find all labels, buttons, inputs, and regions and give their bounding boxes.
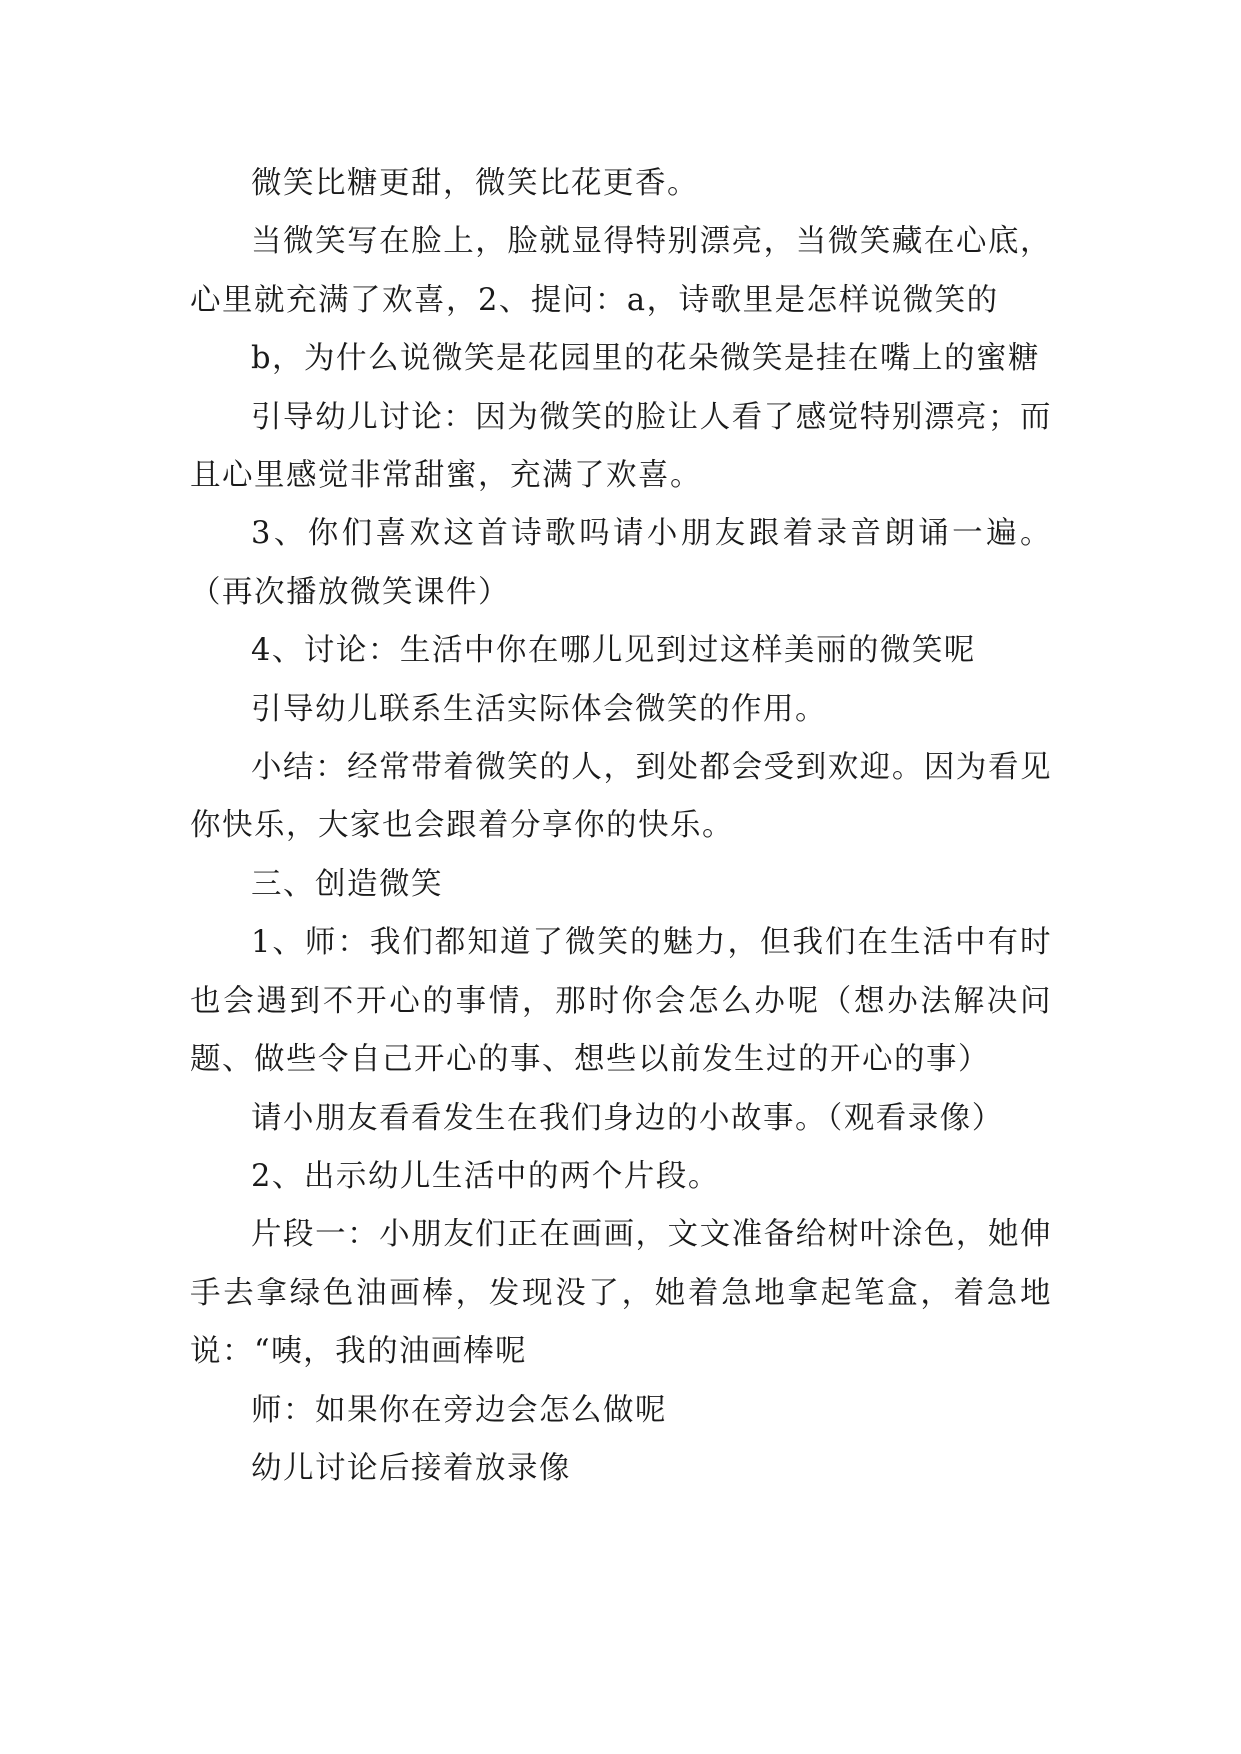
document-body	[190, 155, 1052, 1498]
paragraph: 请小朋友看看发生在我们身边的小故事。（观看录像）	[251, 1100, 1004, 1136]
paragraph: b，为什么说微笑是花园里的花朵微笑是挂在嘴上的蜜糖	[251, 341, 1041, 377]
paragraph: 片段一：小朋友们正在画画，文文准备给树叶涂色，她伸手去拿绿色油画棒，发现没了，她着急地拿起笔盒，着急地说：“咦，我的油画棒呢	[190, 1217, 1052, 1370]
paragraph: 3、你们喜欢这首诗歌吗请小朋友跟着录音朗诵一遍。（再次播放微笑课件）	[190, 516, 1052, 610]
paragraph: 引导幼儿联系生活实际体会微笑的作用。	[251, 691, 827, 727]
paragraph: 小结：经常带着微笑的人，到处都会受到欢迎。因为看见你快乐，大家也会跟着分享你的快乐。	[190, 750, 1052, 844]
paragraph: 1、师：我们都知道了微笑的魅力，但我们在生活中有时也会遇到不开心的事情，那时你会怎么办呢（想办法解决问题、做些令自己开心的事、想些以前发生过的开心的事）	[190, 925, 1052, 1078]
paragraph: 当微笑写在脸上，脸就显得特别漂亮，当微笑藏在心底，心里就充满了欢喜，2、提问：a，诗歌里是怎样说微笑的	[190, 224, 1052, 318]
paragraph: 幼儿讨论后接着放录像	[251, 1450, 571, 1486]
paragraph: 引导幼儿讨论：因为微笑的脸让人看了感觉特别漂亮；而且心里感觉非常甜蜜，充满了欢喜。	[190, 399, 1052, 494]
paragraph: 师：如果你在旁边会怎么做呢	[251, 1392, 667, 1428]
paragraph: 微笑比糖更甜，微笑比花更香。	[251, 166, 699, 201]
section-heading: 三、创造微笑	[251, 866, 443, 902]
paragraph: 4、讨论：生活中你在哪儿见到过这样美丽的微笑呢	[251, 633, 976, 669]
paragraph: 2、出示幼儿生活中的两个片段。	[251, 1158, 720, 1194]
